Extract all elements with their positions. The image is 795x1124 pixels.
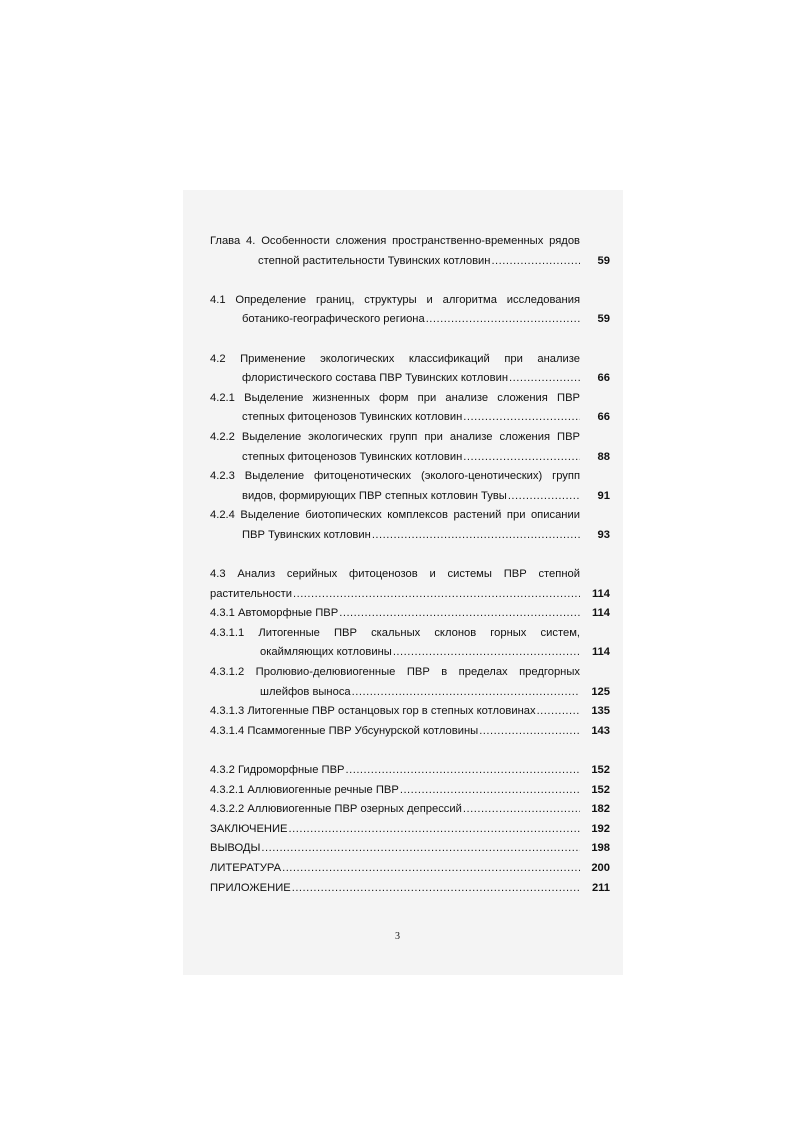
toc-entry-title-cont: растительности	[210, 587, 292, 600]
toc-entry-conclusion[interactable]	[210, 820, 610, 840]
toc-entry-appendix[interactable]	[210, 879, 610, 899]
toc-entry-4-3-1-1[interactable]	[210, 624, 610, 663]
toc-entry-4-2[interactable]	[210, 350, 610, 389]
toc-entry-title-cont: видов, формирующих ПВР степных котловин Тувы	[242, 489, 507, 502]
leader-dots	[508, 487, 580, 507]
leader-dots	[509, 369, 580, 389]
toc-page-number: 192	[591, 822, 610, 835]
toc-page-number: 66	[597, 411, 610, 424]
leader-dots	[346, 761, 581, 781]
toc-page-number: 135	[591, 705, 610, 718]
toc-page-number: 200	[591, 862, 610, 874]
toc-entry-title: 4.3.1 Автоморфные ПВР	[210, 607, 339, 620]
toc-page-number: 88	[597, 450, 610, 463]
toc-entry-4-3-2[interactable]	[210, 761, 610, 781]
toc-entry-title: ЛИТЕРАТУРА	[210, 862, 282, 874]
toc-entry-title: Глава 4. Особенности сложения пространственно-временных рядов	[210, 235, 580, 247]
toc-page-number: 66	[597, 372, 610, 385]
leader-dots	[463, 448, 580, 468]
leader-dots	[537, 702, 580, 722]
toc-entry-4-3-1-4[interactable]	[210, 722, 610, 742]
toc-entry-4-3[interactable]	[210, 565, 610, 604]
toc-entry-title: 4.2.1 Выделение жизненных форм при анализе сложения ПВР	[210, 391, 580, 404]
toc-entry-4-3-1[interactable]	[210, 604, 610, 624]
toc-entry-4-2-1[interactable]	[210, 389, 610, 428]
leader-dots	[293, 585, 580, 605]
toc-entry-4-3-1-2[interactable]	[210, 663, 610, 702]
toc-page-number: 198	[591, 842, 610, 855]
toc-page-number: 91	[597, 489, 610, 502]
toc-entry-4-3-1-3[interactable]	[210, 702, 610, 722]
toc-entry-literature[interactable]	[210, 859, 610, 879]
toc-entry-4-1[interactable]	[210, 291, 610, 330]
toc-entry-title-cont: степной растительности Тувинских котловин	[258, 254, 491, 267]
toc-entry-title-cont: степных фитоценозов Тувинских котловин	[242, 450, 463, 463]
toc-entry-title: 4.2.4 Выделение биотопических комплексов растений при описании	[210, 509, 580, 522]
toc-entry-title: 4.3.1.2 Пролювио-делювиогенные ПВР в пределах предгорных	[210, 666, 580, 679]
toc-entry-title: 4.2.2 Выделение экологических групп при анализе сложения ПВР	[210, 430, 580, 443]
toc-page-number: 211	[591, 881, 610, 894]
leader-dots	[261, 839, 580, 859]
toc-page-number: 59	[597, 254, 610, 267]
page-number: 3	[395, 931, 400, 942]
leader-dots	[282, 859, 580, 879]
toc-entry-4-2-4[interactable]	[210, 506, 610, 545]
leader-dots	[292, 879, 580, 899]
toc-entry-title-cont: степных фитоценозов Тувинских котловин	[242, 411, 463, 424]
toc-page-number: 152	[591, 783, 610, 796]
toc-entry-title-cont: ботанико-географического региона	[242, 313, 425, 326]
toc-entry-chapter-4[interactable]	[210, 232, 610, 271]
leader-dots	[491, 252, 580, 272]
toc-entry-title: 4.3.1.3 Литогенные ПВР останцовых гор в степных котловинах	[210, 705, 536, 718]
toc-page-number: 114	[591, 587, 610, 600]
toc-page-number: 114	[591, 646, 610, 659]
leader-dots	[426, 310, 580, 330]
toc-entry-title: 4.3 Анализ серийных фитоценозов и системы ПВР степной	[210, 568, 580, 581]
toc-page-number: 152	[591, 764, 610, 777]
toc-entry-4-3-2-1[interactable]	[210, 781, 610, 801]
toc-entry-title: 4.1 Определение границ, структуры и алгоритма исследования	[210, 293, 580, 306]
toc-entry-title: 4.2.3 Выделение фитоценотических (эколого-ценотических) групп	[210, 470, 580, 483]
toc-page-number: 125	[591, 685, 610, 698]
toc-entry-title: 4.3.2.2 Аллювиогенные ПВР озерных депрессий	[210, 803, 462, 816]
leader-dots	[479, 722, 580, 742]
leader-dots	[352, 683, 580, 703]
toc-entry-title: ПРИЛОЖЕНИЕ	[210, 881, 291, 894]
toc-page-number: 143	[591, 724, 610, 737]
toc-entry-title: ЗАКЛЮЧЕНИЕ	[210, 822, 288, 835]
leader-dots	[393, 643, 580, 663]
toc-entry-findings[interactable]	[210, 839, 610, 859]
toc-page-number: 59	[597, 313, 610, 326]
leader-dots	[463, 408, 580, 428]
toc-page-number: 182	[591, 803, 610, 816]
toc-entry-title-cont: шлейфов выноса	[260, 685, 351, 698]
toc-entry-4-2-3[interactable]	[210, 467, 610, 506]
toc-entry-4-3-2-2[interactable]	[210, 800, 610, 820]
toc-page-number: 93	[597, 528, 610, 541]
leader-dots	[372, 526, 580, 546]
toc-entry-title-cont: флористического состава ПВР Тувинских котловин	[242, 372, 509, 385]
toc-page-number: 114	[591, 607, 610, 620]
leader-dots	[339, 604, 580, 624]
toc-entry-title: 4.3.1.1 Литогенные ПВР скальных склонов горных систем,	[210, 626, 580, 639]
toc-entry-title: 4.3.2 Гидроморфные ПВР	[210, 764, 345, 777]
leader-dots	[400, 781, 580, 801]
toc-entry-title: 4.2 Применение экологических классификаций при анализе	[210, 352, 580, 365]
toc-entry-title: 4.3.2.1 Аллювиогенные речные ПВР	[210, 783, 399, 796]
table-of-contents	[210, 232, 610, 898]
leader-dots	[289, 820, 580, 840]
toc-entry-title-cont: ПВР Тувинских котловин	[242, 528, 371, 541]
toc-entry-title: ВЫВОДЫ	[210, 842, 261, 855]
toc-entry-4-2-2[interactable]	[210, 428, 610, 467]
leader-dots	[463, 800, 580, 820]
toc-entry-title: 4.3.1.4 Псаммогенные ПВР Убсунурской котловины	[210, 724, 479, 737]
toc-entry-title-cont: окаймляющих котловины	[260, 646, 392, 659]
